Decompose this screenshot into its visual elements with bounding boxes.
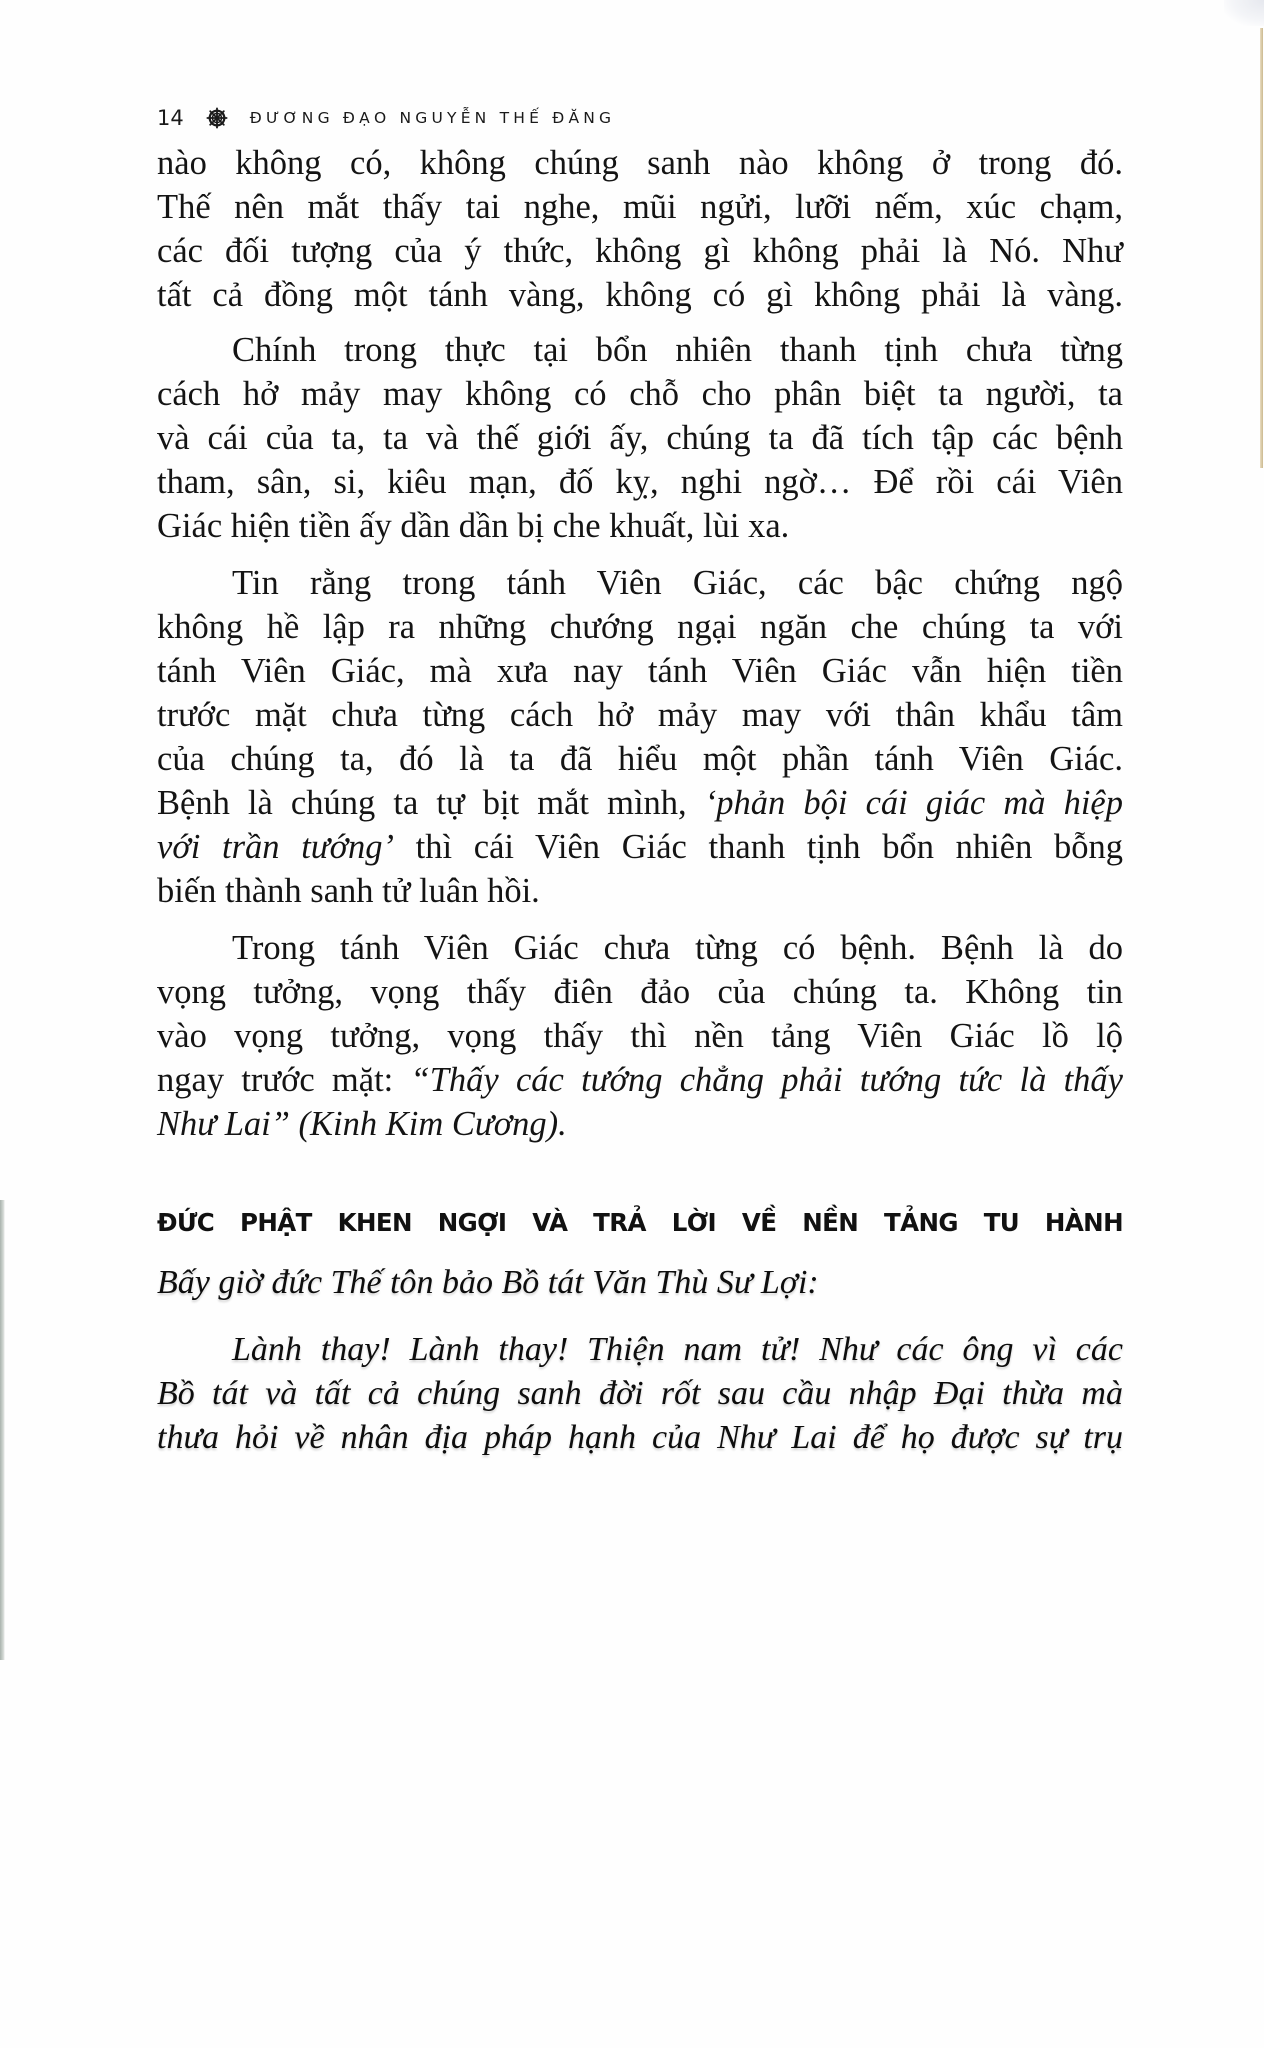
page-number: 14 [157, 106, 184, 130]
section-heading: ĐỨC PHẬT KHEN NGỢI VÀ TRẢ LỜI VỀ NỀN TẢNG TU HÀNH [157, 1208, 1123, 1237]
text-line: Tin rằng trong tánh Viên Giác, các bậc chứng ngộ [232, 564, 1123, 602]
text-line: không hề lập ra những chướng ngại ngăn che chúng ta với [157, 608, 1123, 646]
italic-quote: với trần tướng’ [157, 828, 394, 866]
page-corner-shadow [1224, 0, 1264, 26]
text-line: trước mặt chưa từng cách hở mảy may với thân khẩu tâm [157, 696, 1123, 734]
text-line-mixed [157, 781, 1123, 825]
text-line: và cái của ta, ta và thế giới ấy, chúng ta đã tích tập các bệnh [157, 419, 1123, 457]
text-line: thưa hỏi về nhân địa pháp hạnh của Như Lai để họ được sự trụ [157, 1419, 1123, 1456]
text-line-citation: Như Lai” (Kinh Kim Cương). [157, 1105, 567, 1143]
book-title: ĐƯƠNG ĐẠO NGUYỄN THẾ ĐĂNG [249, 109, 616, 127]
text-line-mixed [157, 825, 1123, 869]
text-line: tánh Viên Giác, mà xưa nay tánh Viên Giác vẫn hiện tiền [157, 652, 1123, 690]
page-edge-right [1260, 28, 1263, 468]
paragraph-1 [157, 141, 1123, 317]
text-line: tất cả đồng một tánh vàng, không có gì không phải là vàng. [157, 276, 1123, 314]
text-line: Trong tánh Viên Giác chưa từng có bệnh. Bệnh là do [232, 929, 1123, 967]
page-edge-left [0, 1200, 5, 1660]
text-line: tham, sân, si, kiêu mạn, đố kỵ, nghi ngờ… Để rồi cái Viên [157, 463, 1123, 501]
text-line: vọng tưởng, vọng thấy điên đảo của chúng ta. Không tin [157, 973, 1123, 1011]
running-head [157, 100, 615, 136]
sutra-intro [157, 1261, 1123, 1305]
text-line: cách hở mảy may không có chỗ cho phân biệt ta người, ta [157, 375, 1123, 413]
italic-quote: “Thấy các tướng chẳng phải tướng tức là thấy [410, 1061, 1123, 1099]
dharma-wheel-icon [206, 107, 228, 129]
paragraph-2 [157, 328, 1123, 548]
text-line-mixed [157, 1058, 1123, 1102]
text-line: Bồ tát và tất cả chúng sanh đời rốt sau cầu nhập Đại thừa mà [157, 1375, 1123, 1412]
roman-text: ngay trước mặt: [157, 1061, 411, 1099]
paragraph-3 [157, 561, 1123, 913]
text-line: biến thành sanh tử luân hồi. [157, 872, 540, 910]
roman-text: thì cái Viên Giác thanh tịnh bổn nhiên bỗng [394, 828, 1124, 866]
text-line: của chúng ta, đó là ta đã hiểu một phần tánh Viên Giác. [157, 740, 1123, 778]
text-line: Giác hiện tiền ấy dần dần bị che khuất, lùi xa. [157, 507, 790, 545]
paragraph-4 [157, 926, 1123, 1146]
text-line: nào không có, không chúng sanh nào không ở trong đó. [157, 144, 1123, 182]
text-line: vào vọng tưởng, vọng thấy thì nền tảng Viên Giác lồ lộ [157, 1017, 1123, 1055]
text-line: Lành thay! Lành thay! Thiện nam tử! Như các ông vì các [232, 1331, 1123, 1368]
text-line: Thế nên mắt thấy tai nghe, mũi ngửi, lưỡi nếm, xúc chạm, [157, 188, 1123, 226]
sutra-paragraph [157, 1328, 1123, 1460]
text-line: Bấy giờ đức Thế tôn bảo Bồ tát Văn Thù Sư Lợi: [157, 1264, 819, 1301]
text-line: Chính trong thực tại bổn nhiên thanh tịnh chưa từng [232, 331, 1123, 369]
text-line: các đối tượng của ý thức, không gì không phải là Nó. Như [157, 232, 1123, 270]
roman-text: Bệnh là chúng ta tự bịt mắt mình, [157, 784, 705, 822]
italic-quote: ‘phản bội cái giác mà hiệp [704, 784, 1123, 822]
